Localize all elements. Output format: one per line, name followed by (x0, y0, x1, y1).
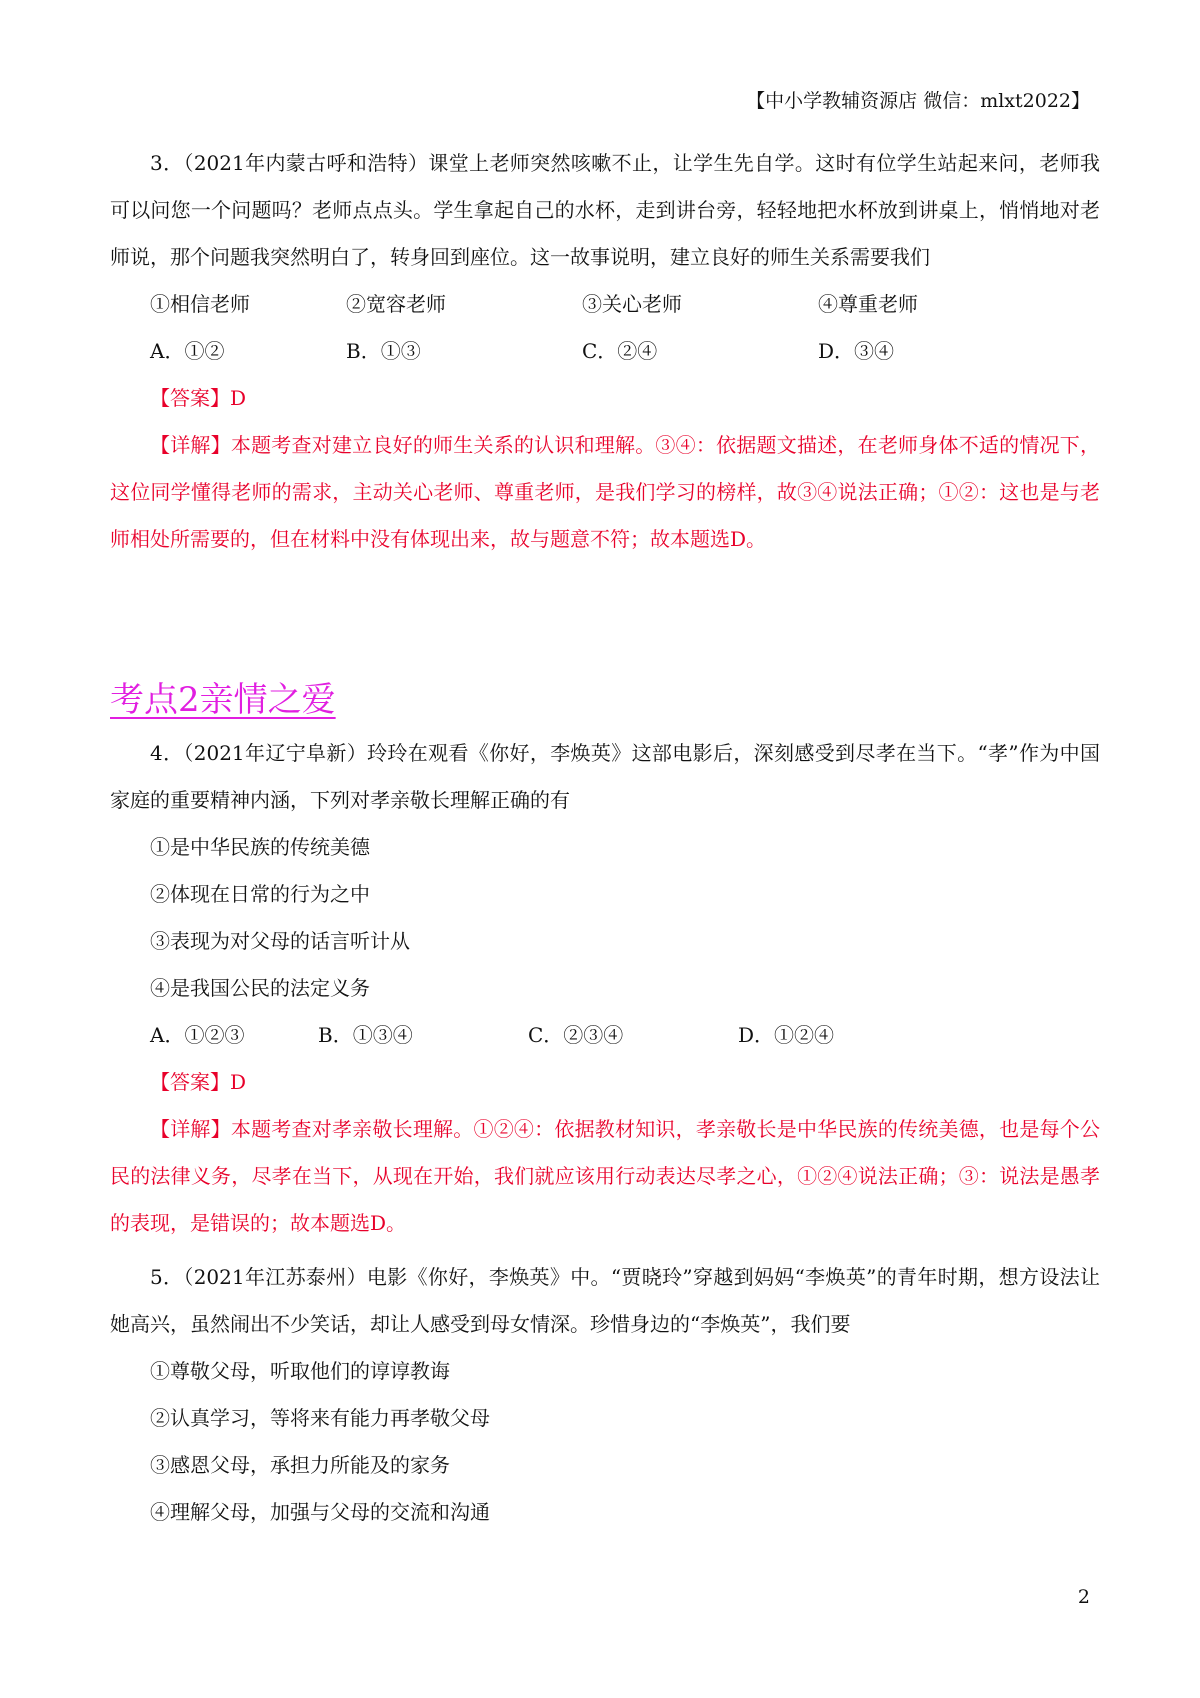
answer-label: 【答案】D (150, 386, 247, 410)
answer-choice: D．①②④ (738, 1023, 835, 1047)
question-stem: 5．（2021年江苏泰州）电影《你好，李焕英》中。“贾晓玲”穿越到妈妈“李焕英”的青年时期，想方设法让她高兴，虽然闹出不少笑话，却让人感受到母女情深。珍惜身边的“李焕英”，我们要 (110, 1265, 1100, 1336)
answer-choice: D．③④ (818, 339, 895, 363)
answer-choice: C．②④ (582, 339, 658, 363)
question-5 (110, 1254, 1100, 1536)
answer-choices (110, 328, 1100, 375)
statement-option: ①尊敬父母，听取他们的谆谆教诲 (150, 1359, 450, 1383)
statement-option: ④尊重老师 (818, 292, 918, 316)
statement-option: ③感恩父母，承担力所能及的家务 (150, 1453, 450, 1477)
statement-option: ③关心老师 (582, 292, 682, 316)
explanation-text: 【详解】本题考查对孝亲敬长理解。①②④：依据教材知识，孝亲敬长是中华民族的传统美德，也是每个公民的法律义务，尽孝在当下，从现在开始，我们就应该用行动表达尽孝之心，①②④说法正确；③：说法是愚孝的表现，是错误的；故本题选D。 (110, 1117, 1100, 1235)
section-title: 考点2亲情之爱 (110, 680, 336, 720)
statement-option: ③表现为对父母的话言听计从 (150, 929, 410, 953)
answer-choice: B．①③ (346, 339, 421, 363)
question-3 (110, 140, 1100, 563)
question-stem: 4．（2021年辽宁阜新）玲玲在观看《你好，李焕英》这部电影后，深刻感受到尽孝在当下。“孝”作为中国家庭的重要精神内涵，下列对孝亲敬长理解正确的有 (110, 741, 1100, 812)
statement-option: ④理解父母，加强与父母的交流和沟通 (150, 1500, 490, 1524)
statement-option: ①相信老师 (150, 292, 250, 316)
statement-options (110, 281, 1100, 328)
explanation-text: 【详解】本题考查对建立良好的师生关系的认识和理解。③④：依据题文描述，在老师身体不适的情况下，这位同学懂得老师的需求，主动关心老师、尊重老师，是我们学习的榜样，故③④说法正确；①②：这也是与老师相处所需要的，但在材料中没有体现出来，故与题意不符；故本题选D。 (110, 433, 1100, 551)
question-stem: 3．（2021年内蒙古呼和浩特）课堂上老师突然咳嗽不止，让学生先自学。这时有位学生站起来问，老师我可以问您一个问题吗？老师点点头。学生拿起自己的水杯，走到讲台旁，轻轻地把水杯放到讲桌上，悄悄地对老师说，那个问题我突然明白了，转身回到座位。这一故事说明，建立良好的师生关系需要我们 (110, 151, 1100, 269)
statement-option: ①是中华民族的传统美德 (150, 835, 370, 859)
header-note: 【中小学教辅资源店 微信：mlxt2022】 (746, 90, 1090, 112)
answer-choice: A．①② (150, 339, 225, 363)
page-number: 2 (1077, 1586, 1090, 1608)
answer-choice: C．②③④ (528, 1023, 624, 1047)
answer-choice: A．①②③ (150, 1023, 245, 1047)
answer-choices (110, 1012, 1100, 1059)
statement-option: ②认真学习，等将来有能力再孝敬父母 (150, 1406, 490, 1430)
statement-option: ②宽容老师 (346, 292, 446, 316)
statement-option: ④是我国公民的法定义务 (150, 976, 370, 1000)
answer-label: 【答案】D (150, 1070, 247, 1094)
answer-choice: B．①③④ (318, 1023, 413, 1047)
statement-option: ②体现在日常的行为之中 (150, 882, 370, 906)
question-4 (110, 730, 1100, 1247)
